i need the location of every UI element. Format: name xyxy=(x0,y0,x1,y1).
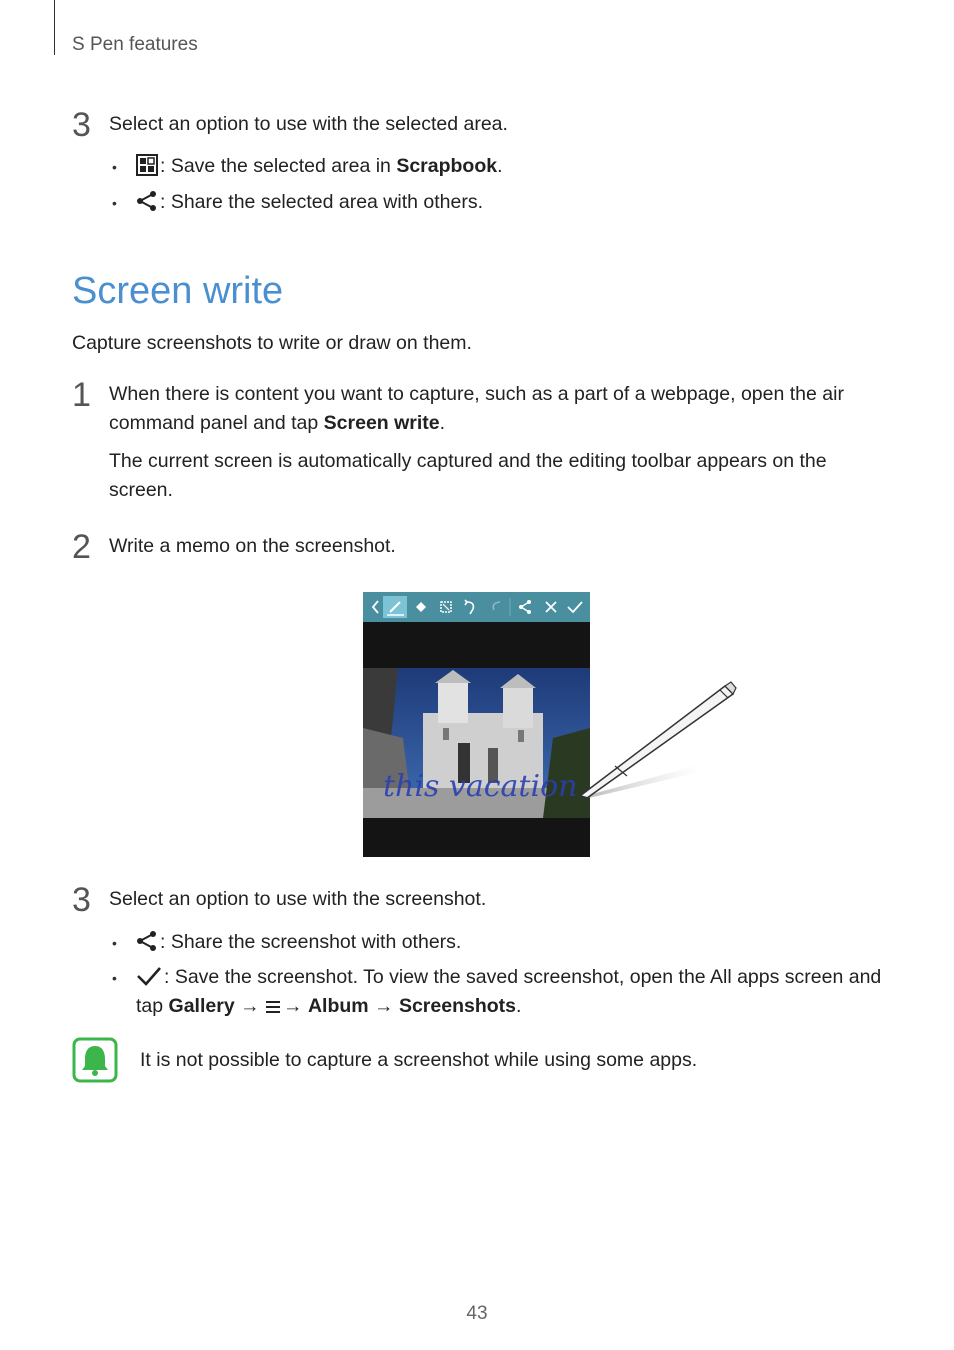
step-text: When there is content you want to capture, such as a part of a webpage, open the air xyxy=(109,383,844,405)
s-pen-illustration xyxy=(575,678,745,808)
step-text: Write a memo on the screenshot. xyxy=(109,535,396,557)
bullet: • xyxy=(112,935,117,951)
section-title: Screen write xyxy=(72,270,284,312)
check-icon xyxy=(568,602,582,612)
editing-toolbar xyxy=(363,592,590,622)
eraser-icon xyxy=(416,602,426,612)
list-item: : Share the selected area with others. xyxy=(136,188,483,221)
step-paragraph: screen. xyxy=(109,479,173,501)
header-rule xyxy=(54,0,55,55)
pen-icon xyxy=(383,596,407,618)
intro-text: Capture screenshots to write or draw on them. xyxy=(72,332,472,354)
share-icon xyxy=(136,930,158,961)
menu-icon xyxy=(265,996,281,1025)
redo-icon xyxy=(493,602,500,610)
page-number: 43 xyxy=(466,1303,488,1324)
header-title: S Pen features xyxy=(72,34,198,55)
share-icon xyxy=(519,600,531,614)
step-number: 3 xyxy=(72,106,91,144)
back-icon xyxy=(373,601,378,613)
share-icon xyxy=(136,190,158,221)
bullet: • xyxy=(112,970,117,986)
note-bell-icon xyxy=(72,1037,118,1083)
step-text: Select an option to use with the selected area. xyxy=(109,113,508,135)
bullet: • xyxy=(112,159,117,175)
crop-icon xyxy=(441,602,451,612)
list-item-continuation: tap Gallery → → Album → Screenshots. xyxy=(136,992,521,1025)
step-number: 3 xyxy=(72,881,91,919)
handwritten-memo: this vacation xyxy=(383,769,578,804)
step-number: 2 xyxy=(72,528,91,566)
step-paragraph: The current screen is automatically captured and the editing toolbar appears on the xyxy=(109,450,827,472)
undo-icon xyxy=(465,600,473,614)
list-item: : Save the screenshot. To view the saved screenshot, open the All apps screen and xyxy=(136,963,881,996)
step-number: 1 xyxy=(72,376,91,414)
close-icon xyxy=(546,602,556,612)
church-photo xyxy=(363,668,590,818)
step-text: Select an option to use with the screenshot. xyxy=(109,888,487,910)
list-item: : Share the screenshot with others. xyxy=(136,928,461,961)
note-text: It is not possible to capture a screenshot while using some apps. xyxy=(140,1049,698,1071)
scrapbook-icon xyxy=(136,154,158,185)
list-item: : Save the selected area in Scrapbook. xyxy=(136,152,503,185)
screenshot-figure xyxy=(363,592,590,857)
step-text: command panel and tap Screen write. xyxy=(109,412,446,434)
bullet: • xyxy=(112,195,117,211)
